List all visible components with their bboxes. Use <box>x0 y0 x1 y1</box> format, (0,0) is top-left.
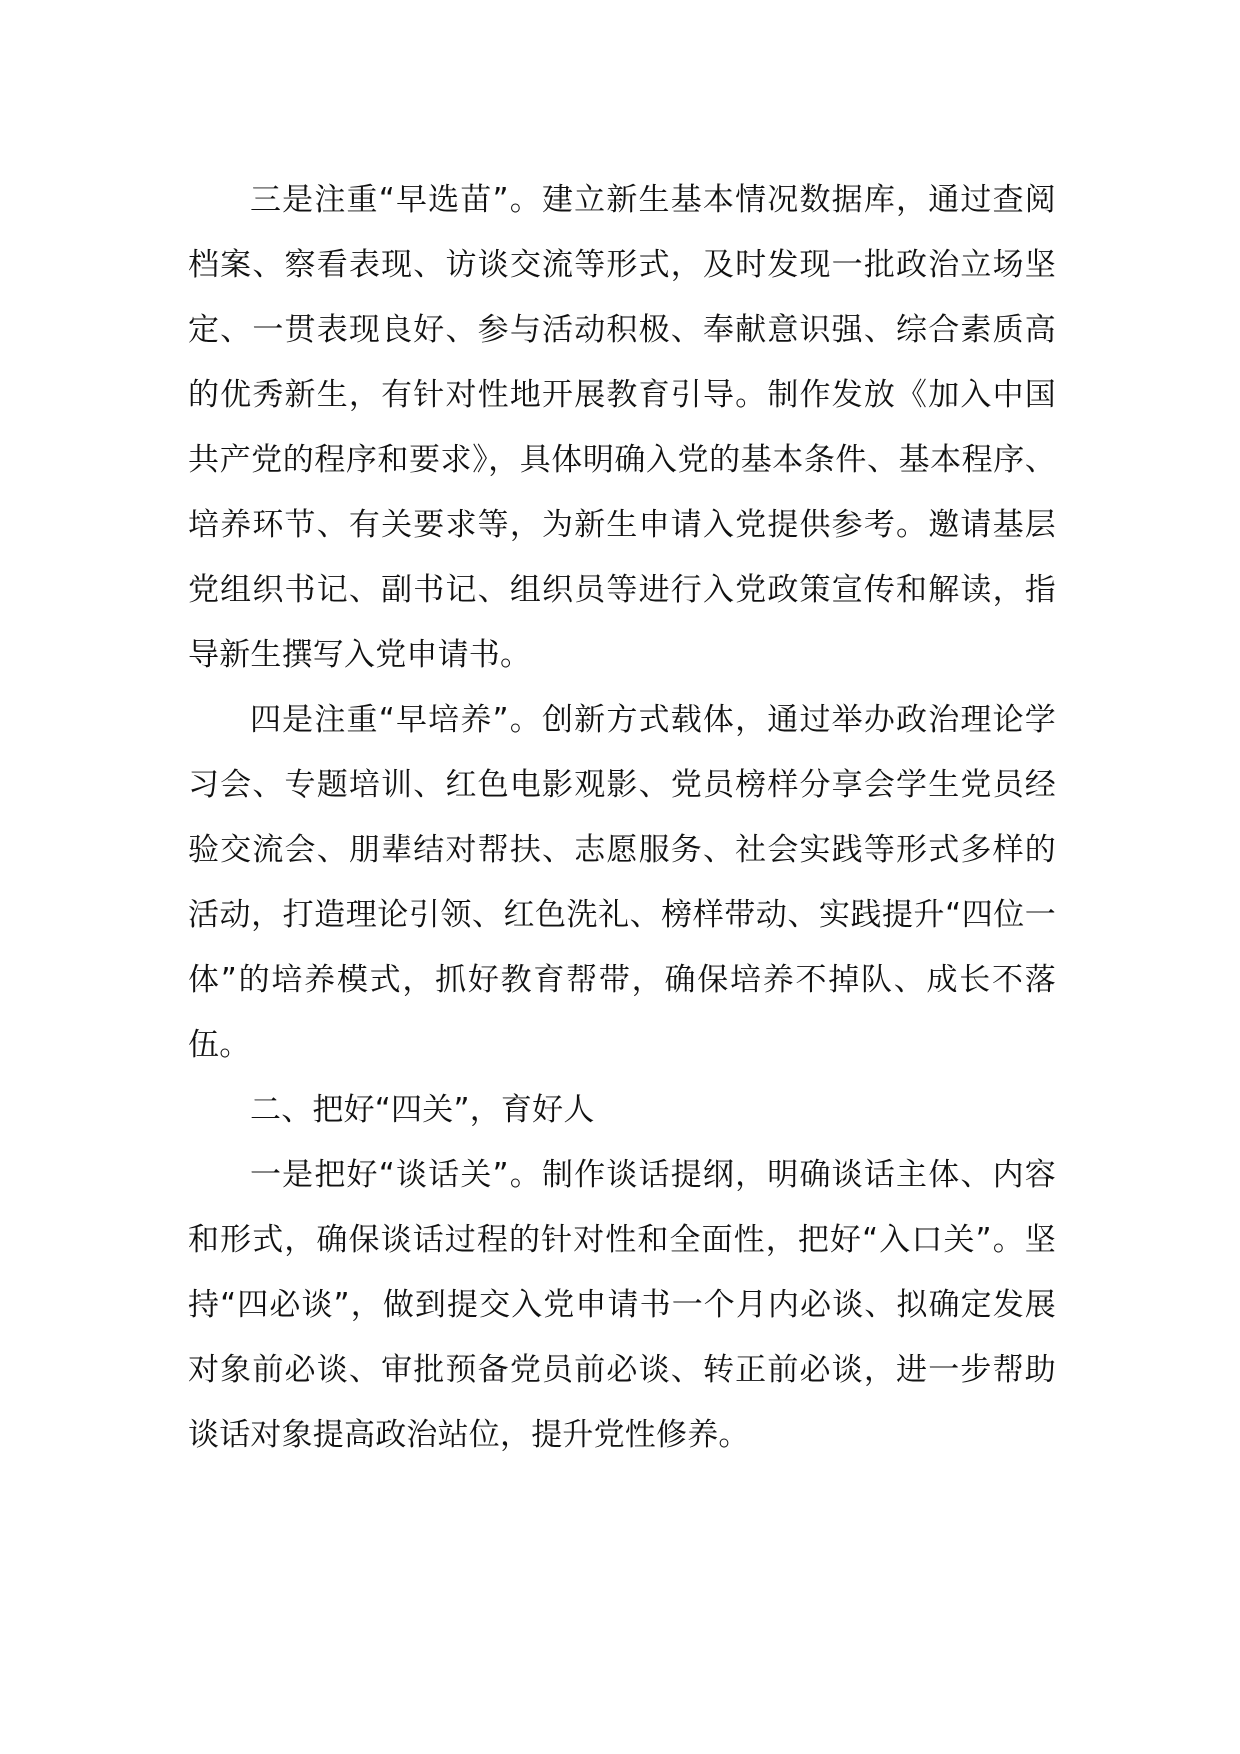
section-heading-four-checks: 二、把好“四关”，育好人 <box>250 1092 595 1128</box>
paragraph-early-training: 四是注重“早培养”。创新方式载体，通过举办政治理论学习会、专题培训、红色电影观影、党员榜样分享会学生党员经验交流会、朋辈结对帮扶、志愿服务、社会实践等形式多样的活动，打造理论引领、红色洗礼、榜样带动、实践提升“四位一体”的培养模式，抓好教育帮带，确保培养不掉队、成长不落伍。 <box>188 702 1056 1063</box>
document-body <box>188 168 1056 1468</box>
paragraph-early-selection: 三是注重“早选苗”。建立新生基本情况数据库，通过查阅档案、察看表现、访谈交流等形式，及时发现一批政治立场坚定、一贯表现良好、参与活动积极、奉献意识强、综合素质高的优秀新生，有针对性地开展教育引导。制作发放《加入中国共产党的程序和要求》，具体明确入党的基本条件、基本程序、培养环节、有关要求等，为新生申请入党提供参考。邀请基层党组织书记、副书记、组织员等进行入党政策宣传和解读，指导新生撰写入党申请书。 <box>188 182 1056 673</box>
paragraph-talk-check: 一是把好“谈话关”。制作谈话提纲，明确谈话主体、内容和形式，确保谈话过程的针对性和全面性，把好“入口关”。坚持“四必谈”，做到提交入党申请书一个月内必谈、拟确定发展对象前必谈、审批预备党员前必谈、转正前必谈，进一步帮助谈话对象提高政治站位，提升党性修养。 <box>188 1157 1056 1453</box>
